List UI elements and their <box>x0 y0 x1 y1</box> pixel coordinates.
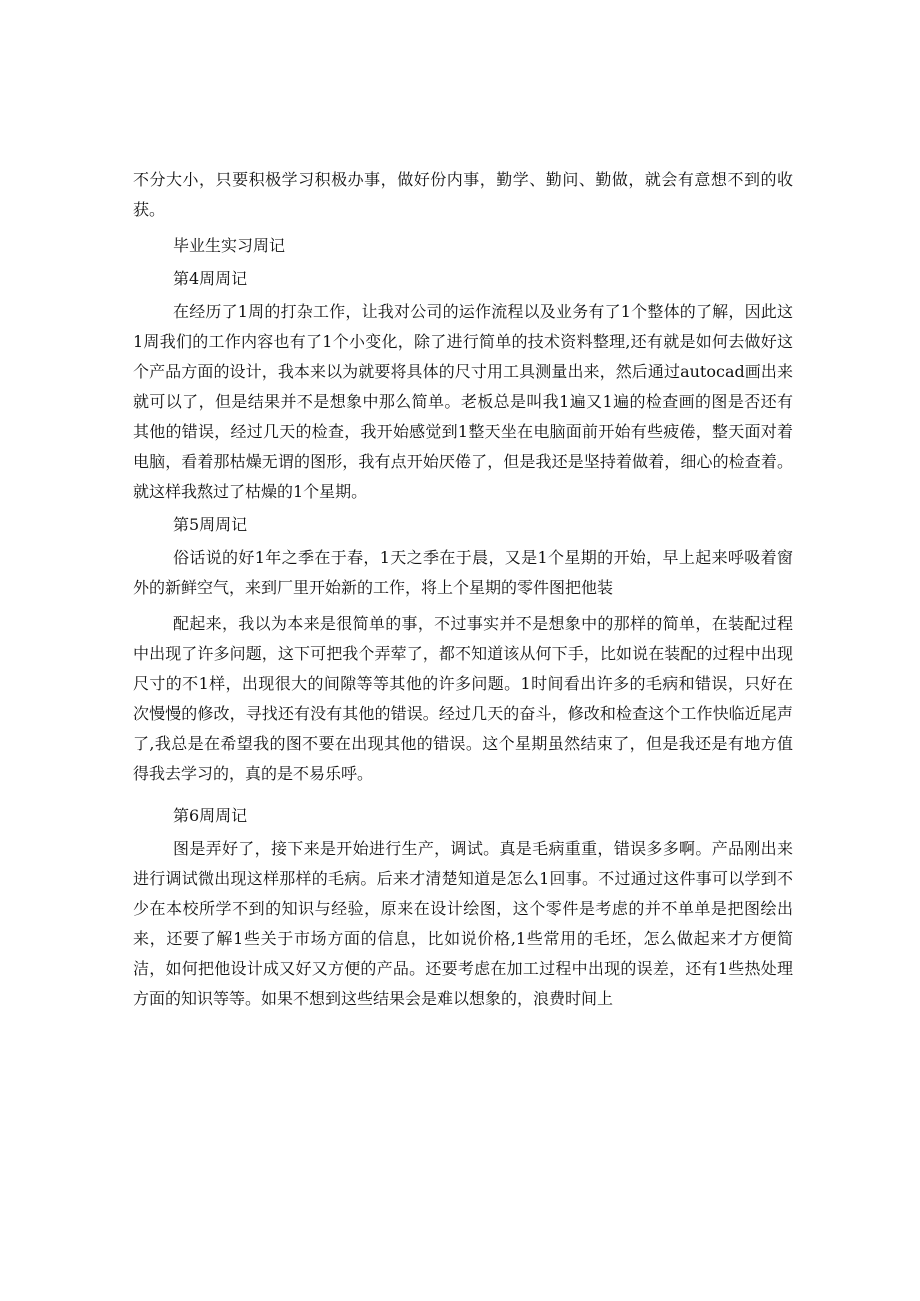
document-page <box>133 165 793 1014</box>
week-5-body-part-2: 配起来，我以为本来是很简单的事，不过事实并不是想象中的那样的简单，在装配过程中出现了许多问题，这下可把我个弄荤了，都不知道该从何下手，比如说在装配的过程中出现尺寸的不1样，出现很大的间隙等等其他的许多问题。1时间看出许多的毛病和错误，只好在次慢慢的修改，寻找还有没有其他的错误。经过几天的奋斗，修改和检查这个工作快临近尾声了,我总是在希望我的图不要在出现其他的错误。这个星期虽然结束了，但是我还是有地方值得我去学习的，真的是不易乐呼。 <box>133 614 793 783</box>
week-5-heading: 第5周周记 <box>173 515 248 534</box>
week-4-heading: 第4周周记 <box>173 269 248 288</box>
week-6-body: 图是弄好了，接下来是开始进行生产，调试。真是毛病重重，错误多多啊。产品刚出来进行调试微出现这样那样的毛病。后来才清楚知道是怎么1回事。不过通过这件事可以学到不少在本校所学不到的知识与经验，原来在设计绘图，这个零件是考虑的并不单单是把图绘出来，还要了解1些关于市场方面的信息，比如说价格,1些常用的毛坯，怎么做起来才方便简洁，如何把他设计成又好又方便的产品。还要考虑在加工过程中出现的误差，还有1些热处理方面的知识等等。如果不想到这些结果会是难以想象的，浪费时间上 <box>133 839 793 1008</box>
section-title: 毕业生实习周记 <box>173 236 286 255</box>
week-5-body-part-1: 俗话说的好1年之季在于春，1天之季在于晨，又是1个星期的开始，早上起来呼吸着窗外的新鲜空气，来到厂里开始新的工作，将上个星期的零件图把他装 <box>133 548 793 597</box>
week-6-heading: 第6周周记 <box>173 806 248 825</box>
week-4-body: 在经历了1周的打杂工作，让我对公司的运作流程以及业务有了1个整体的了解，因此这1周我们的工作内容也有了1个小变化，除了进行简单的技术资料整理,还有就是如何去做好这个产品方面的设计，我本来以为就要将具体的尺寸用工具测量出来，然后通过autocad画出来就可以了，但是结果并不是想象中那么简单。老板总是叫我1遍又1遍的检查画的图是否还有其他的错误，经过几天的检查，我开始感觉到1整天坐在电脑面前开始有些疲倦，整天面对着电脑，看着那枯燥无谓的图形，我有点开始厌倦了，但是我还是坚持着做着，细心的检查着。就这样我熬过了枯燥的1个星期。 <box>133 302 793 501</box>
body-paragraph-intro: 不分大小，只要积极学习积极办事，做好份内事，勤学、勤问、勤做，就会有意想不到的收获。 <box>133 170 793 219</box>
